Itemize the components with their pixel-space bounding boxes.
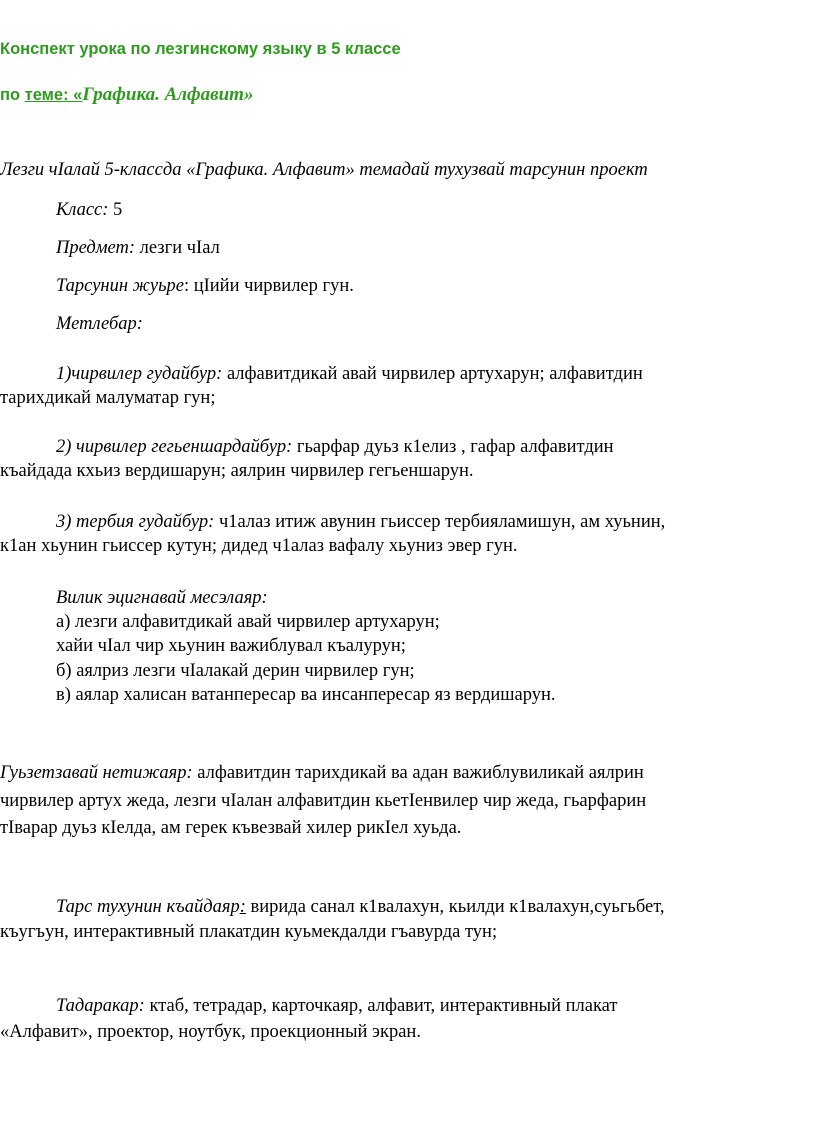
class-value: 5 xyxy=(108,200,123,220)
task-c: в) аялар халисан ватанпересар ва инсанпересар яз вердишарун. xyxy=(56,685,556,705)
class-label: Класс: xyxy=(56,200,109,220)
results-line2: чирвилер артух жеда, лезги чIалан алфавитдин кьетIенвилер чир жеда, гьарфарин xyxy=(0,791,647,811)
subject-label: Предмет: xyxy=(56,238,136,258)
methods-line1 xyxy=(56,897,665,918)
tasks-label: Вилик эцигнавай месэлаяр: xyxy=(56,588,268,608)
lesson-type-line xyxy=(56,276,354,297)
task-a2: хайи чIал чир хьунин важиблувал къалурун; xyxy=(56,636,406,656)
intro-line: Лезги чIалай 5-классда «Графика. Алфавит» темадай тухузвай тарсунин проект xyxy=(0,160,648,180)
goal3-label: 3) тербия гудайбур: xyxy=(56,512,215,532)
methods-label: Тарс тухунин къайдаяр xyxy=(56,897,240,917)
task-a: а) лезги алфавитдикай авай чирвилер артухарун; xyxy=(56,612,440,632)
title-theme: теме: « xyxy=(24,86,83,104)
title-line-1: Конспект урока по лезгинскому языку в 5 классе xyxy=(0,40,401,58)
task-b: б) аялриз лезги чIалакай дерин чирвилер гун; xyxy=(56,661,415,681)
title-topic: Графика. Алфавит xyxy=(82,84,244,105)
equipment-label: Тадаракар: xyxy=(56,996,145,1016)
results-text1: алфавитдин тарихдикай ва адан важиблувиликай аялрин xyxy=(192,763,644,783)
goal3-text1: ч1алаз итиж авунин гьиссер тербияламишун, ам хуьнин, xyxy=(214,512,666,532)
methods-text1: вирида санал к1валахун, кьилди к1валахун,суьгьбет, xyxy=(245,897,665,917)
class-line xyxy=(56,200,122,221)
equipment-line2: «Алфавит», проектор, ноутбук, проекционный экран. xyxy=(0,1022,421,1042)
goal1-line1 xyxy=(56,364,643,385)
goal2-line2: къайдада кхьиз вердишарун; аялрин чирвилер гегьеншарун. xyxy=(0,461,474,481)
goal3-line2: к1ан хьунин гьиссер кутун; дидед ч1алаз вафалу хьуниз эвер гун. xyxy=(0,536,518,556)
results-line3: тIварар дуьз кIелда, ам герек къвезвай хилер рикIел хуьда. xyxy=(0,818,462,838)
results-line1 xyxy=(0,763,644,784)
title-line-2 xyxy=(0,84,253,106)
methods-line2: къугъун, интерактивный плакатдин куьмекдалди гъавурда тун; xyxy=(0,922,498,942)
title-close: » xyxy=(243,84,254,105)
lesson-type-label: Тарсунин жуьре xyxy=(56,276,184,296)
goal2-text1: гьарфар дуьз к1елиз , гафар алфавитдин xyxy=(292,437,614,457)
goal2-label: 2) чирвилер гегьеншардайбур: xyxy=(56,437,293,457)
goal1-line2: тарихдикай малуматар гун; xyxy=(0,388,216,408)
results-label: Гуьзетзавай нетижаяр: xyxy=(0,763,193,783)
subject-line xyxy=(56,238,220,259)
goals-label: Метлебар: xyxy=(56,314,143,334)
goal1-label: 1)чирвилер гудайбур: xyxy=(56,364,223,384)
subject-value: лезги чIал xyxy=(135,238,220,258)
goal1-text1: алфавитдикай авай чирвилер артухарун; алфавитдин xyxy=(222,364,643,384)
methods-colon: : xyxy=(239,897,246,917)
equipment-text1: ктаб, тетрадар, карточкаяр, алфавит, интерактивный плакат xyxy=(144,996,618,1016)
goal3-line1 xyxy=(56,512,665,533)
equipment-line1 xyxy=(56,996,618,1017)
lesson-type-value: : цIийи чирвилер гун. xyxy=(183,276,354,296)
title-prefix: по xyxy=(0,86,25,104)
goal2-line1 xyxy=(56,437,614,458)
